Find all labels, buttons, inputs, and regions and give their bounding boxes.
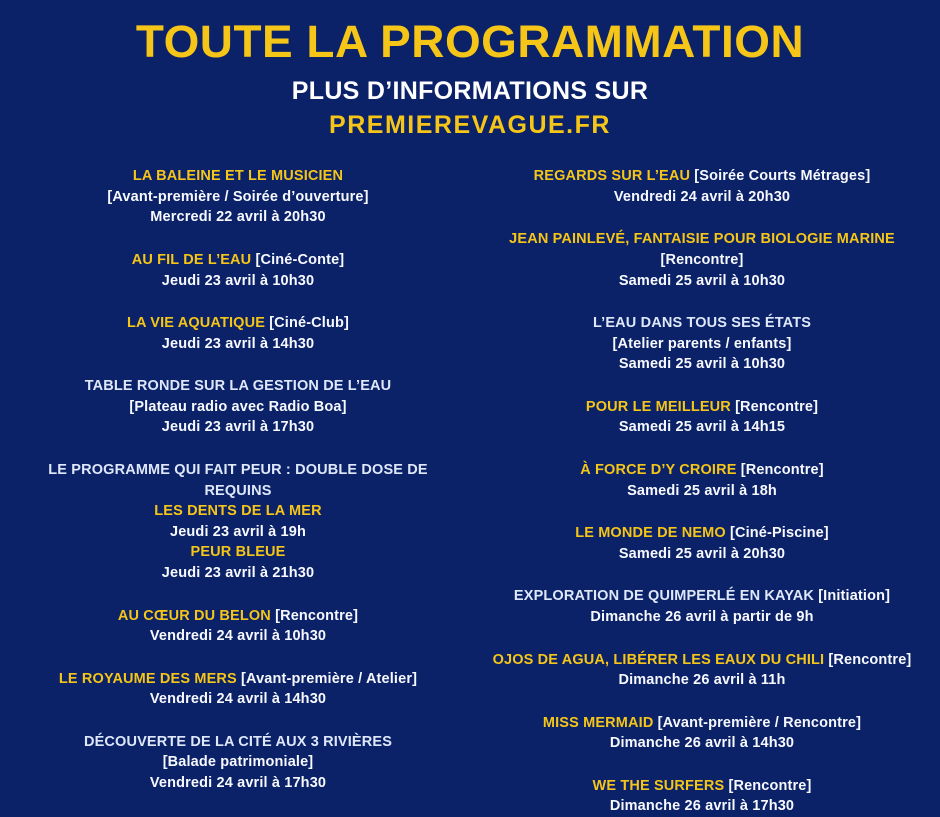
event-title: MISS MERMAID [Avant-première / Rencontre]	[542, 714, 862, 731]
event-date: Dimanche 26 avril à 11h	[618, 672, 786, 689]
website-url[interactable]: PREMIEREVAGUE.FR	[329, 111, 611, 140]
event-date: Dimanche 26 avril à partir de 9h	[590, 608, 814, 625]
poster-header	[0, 0, 940, 140]
programme-event[interactable]	[14, 250, 462, 291]
programme-event[interactable]	[14, 606, 462, 647]
programme-event[interactable]	[478, 650, 926, 691]
programme-columns	[0, 166, 940, 817]
event-category-tag: [Soirée Courts Métrages]	[694, 168, 871, 185]
programme-event[interactable]	[14, 166, 462, 228]
event-title: OJOS DE AGUA, LIBÉRER LES EAUX DU CHILI [Rencontre]	[492, 651, 912, 668]
event-date: Jeudi 23 avril à 14h30	[161, 335, 315, 352]
event-category-tag: [Avant-première / Atelier]	[241, 670, 418, 687]
programme-event[interactable]	[14, 376, 462, 438]
event-category-tag: [Ciné-Piscine]	[730, 525, 829, 542]
event-category-tag: [Ciné-Club]	[269, 315, 349, 332]
programme-event[interactable]	[478, 397, 926, 438]
event-category-tag: [Avant-première / Rencontre]	[657, 714, 862, 731]
event-title: LE PROGRAMME QUI FAIT PEUR : DOUBLE DOSE DE REQUINS	[48, 462, 428, 499]
subtitle-more-info: PLUS D’INFORMATIONS SUR	[291, 77, 649, 106]
event-date: Samedi 25 avril à 14h15	[618, 419, 786, 436]
event-title: AU FIL DE L’EAU [Ciné-Conte]	[131, 251, 345, 268]
programme-event[interactable]	[478, 523, 926, 564]
event-date: Vendredi 24 avril à 14h30	[149, 691, 327, 708]
event-title: TABLE RONDE SUR LA GESTION DE L’EAU	[84, 378, 392, 395]
event-date: Samedi 25 avril à 18h	[627, 482, 777, 499]
event-title: WE THE SURFERS [Rencontre]	[592, 777, 812, 794]
event-category-tag: [Rencontre]	[828, 651, 912, 668]
event-category-tag: [Rencontre]	[275, 607, 359, 624]
event-title: LA BALEINE ET LE MUSICIEN	[132, 168, 344, 185]
event-title: EXPLORATION DE QUIMPERLÉ EN KAYAK [Initiation]	[513, 588, 891, 605]
event-date: Samedi 25 avril à 10h30	[618, 356, 786, 373]
event-category-tag: [Plateau radio avec Radio Boa]	[129, 398, 347, 415]
programme-event[interactable]	[478, 460, 926, 501]
event-category-tag: [Rencontre]	[728, 777, 812, 794]
event-category-tag: [Ciné-Conte]	[255, 251, 345, 268]
event-date: Jeudi 23 avril à 19h	[170, 523, 306, 540]
programme-column-left	[14, 166, 470, 817]
event-category-tag: [Rencontre]	[660, 251, 744, 268]
programme-event[interactable]	[478, 229, 926, 291]
event-title: L’EAU DANS TOUS SES ÉTATS	[592, 315, 812, 332]
event-date: Jeudi 23 avril à 10h30	[161, 272, 315, 289]
programme-event[interactable]	[14, 313, 462, 354]
event-category-tag: [Rencontre]	[735, 398, 819, 415]
event-date: Jeudi 23 avril à 17h30	[161, 419, 315, 436]
event-title: DÉCOUVERTE DE LA CITÉ AUX 3 RIVIÈRES	[83, 733, 393, 750]
event-date: Dimanche 26 avril à 14h30	[609, 735, 795, 752]
event-category-tag: [Atelier parents / enfants]	[612, 335, 792, 352]
event-title: À FORCE D’Y CROIRE [Rencontre]	[580, 462, 824, 479]
event-date: Mercredi 22 avril à 20h30	[150, 209, 326, 226]
event-date: Dimanche 26 avril à 17h30	[609, 798, 795, 815]
programme-event[interactable]	[14, 732, 462, 794]
event-date: Samedi 25 avril à 10h30	[618, 272, 786, 289]
event-date: Samedi 25 avril à 20h30	[618, 545, 786, 562]
event-subtitle: PEUR BLEUE	[190, 544, 286, 561]
event-subtitle: LES DENTS DE LA MER	[154, 503, 322, 520]
event-category-tag: [Avant-première / Soirée d’ouverture]	[107, 188, 369, 205]
event-title: AU CŒUR DU BELON [Rencontre]	[117, 607, 359, 624]
event-date: Vendredi 24 avril à 10h30	[149, 628, 327, 645]
programme-event[interactable]	[478, 713, 926, 754]
event-title: JEAN PAINLEVÉ, FANTAISIE POUR BIOLOGIE MARINE	[509, 231, 895, 248]
event-title: LE ROYAUME DES MERS [Avant-première / Atelier]	[58, 670, 418, 687]
programme-event[interactable]	[478, 166, 926, 207]
event-category-tag: [Initiation]	[818, 588, 891, 605]
programme-event[interactable]	[478, 776, 926, 817]
event-title: LE MONDE DE NEMO [Ciné-Piscine]	[575, 525, 829, 542]
page-title: TOUTE LA PROGRAMMATION	[135, 16, 805, 67]
event-title: POUR LE MEILLEUR [Rencontre]	[585, 398, 819, 415]
event-title: REGARDS SUR L’EAU [Soirée Courts Métrages]	[533, 168, 871, 185]
programme-event[interactable]	[478, 586, 926, 627]
programme-event[interactable]	[14, 669, 462, 710]
programme-event[interactable]	[14, 460, 462, 583]
event-date: Vendredi 24 avril à 20h30	[613, 188, 791, 205]
programme-event[interactable]	[478, 313, 926, 375]
event-date: Vendredi 24 avril à 17h30	[149, 774, 327, 791]
event-title: LA VIE AQUATIQUE [Ciné-Club]	[127, 315, 349, 332]
event-category-tag: [Balade patrimoniale]	[162, 754, 314, 771]
programme-column-right	[470, 166, 926, 817]
event-category-tag: [Rencontre]	[740, 462, 824, 479]
event-date: Jeudi 23 avril à 21h30	[161, 564, 315, 581]
